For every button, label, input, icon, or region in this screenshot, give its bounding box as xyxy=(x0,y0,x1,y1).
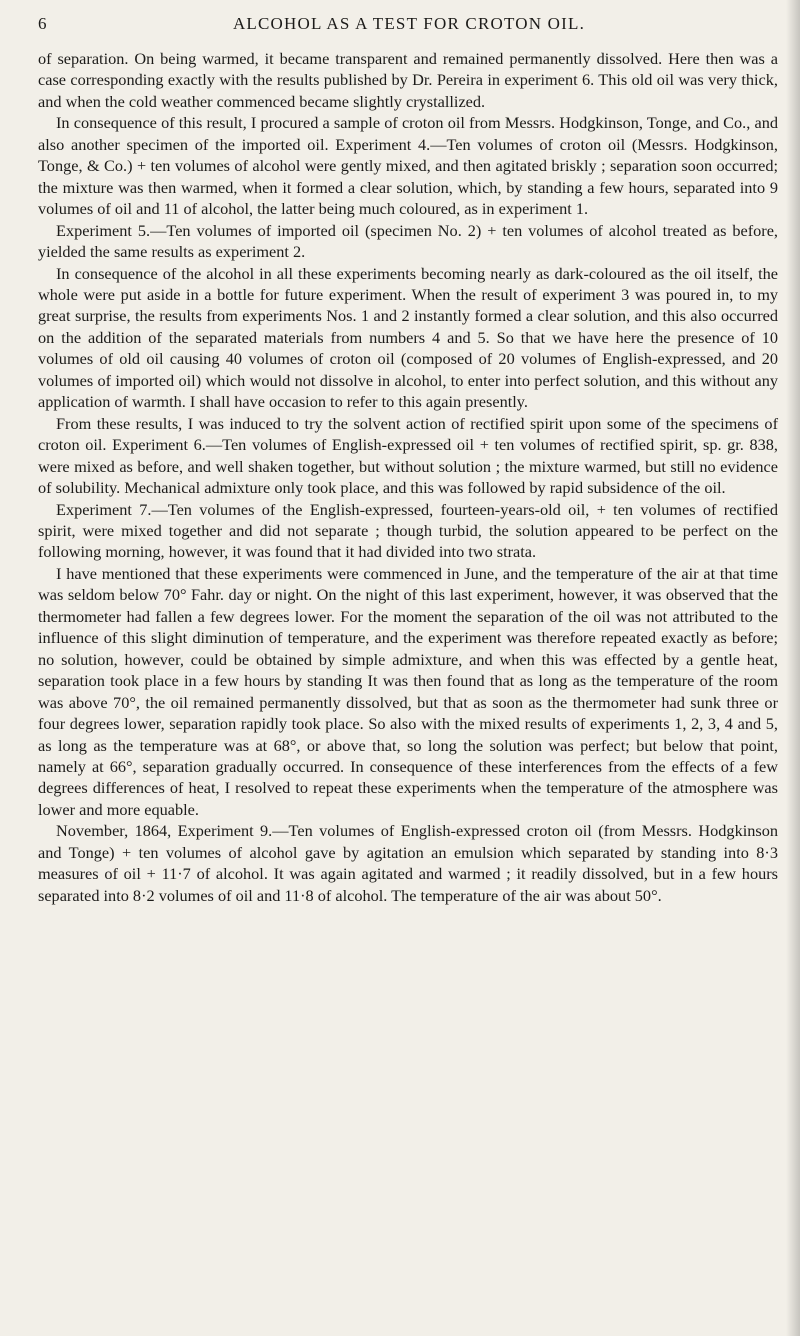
running-head: ALCOHOL AS A TEST FOR CROTON OIL. xyxy=(232,14,586,33)
text-body xyxy=(38,48,778,906)
paragraph: In consequence of the alcohol in all these experiments becoming nearly as dark-coloured as the oil itself, the whole were put aside in a bottle for future experiment. When the result of experiment 3 was poured in, to my great surprise, the results from experiments Nos. 1 and 2 instantly formed a clear solution, and this also occurred on the addition of the separated materials from numbers 4 and 5. So that we have here the presence of 10 volumes of old oil causing 40 volumes of croton oil (composed of 20 volumes of English-expressed, and 20 volumes of imported oil) which would not dissolve in alcohol, to enter into perfect solution, and this without any application of warmth. I shall have occasion to refer to this again presently. xyxy=(38,263,778,412)
page-number: 6 xyxy=(38,14,48,33)
paragraph: of separation. On being warmed, it became transparent and remained permanently dissolved. Here then was a case corresponding exactly with the results published by Dr. Pereira in experiment 6. This old oil was very thick, and when the cold weather commenced became slightly crystallized. xyxy=(38,49,778,111)
paragraph: I have mentioned that these experiments were commenced in June, and the temperature of the air at that time was seldom below 70° Fahr. day or night. On the night of this last experiment, however, it was observed that the thermometer had fallen a few degrees lower. For the moment the separation of the oil was not attributed to the influence of this slight diminution of temperature, and the experiment was therefore repeated exactly as before; no solution, however, could be obtained by simple admixture, and when this was effected by a gentle heat, separation took place in a few hours by standing It was then found that as long as the temperature of the room was above 70°, the oil remained permanently dissolved, but that as soon as the thermometer had sunk three or four degrees lower, separation rapidly took place. So also with the mixed results of experiments 1, 2, 3, 4 and 5, as long as the temperature was at 68°, or above that, so long the solution was perfect; but below that point, namely at 66°, separation gradually occurred. In consequence of these interferences from the effects of a few degrees differences of heat, I resolved to repeat these experiments when the temperature of the atmosphere was lower and more equable. xyxy=(38,563,778,819)
paragraph: In consequence of this result, I procured a sample of croton oil from Messrs. Hodgkinson, Tonge, and Co., and also another specimen of the imported oil. Experiment 4.—Ten volumes of croton oil (Messrs. Hodgkinson, Tonge, & Co.) + ten volumes of alcohol were gently mixed, and then agitated briskly ; separation soon occurred; the mixture was then warmed, when it formed a clear solution, which, by standing a few hours, separated into 9 volumes of oil and 11 of alcohol, the latter being much coloured, as in experiment 1. xyxy=(38,113,778,219)
paragraph: From these results, I was induced to try the solvent action of rectified spirit upon some of the specimens of croton oil. Experiment 6.—Ten volumes of English-expressed oil + ten volumes of rectified spirit, sp. gr. 838, were mixed as before, and well shaken together, but without solution ; the mixture warmed, but still no evidence of solubility. Mechanical admixture only took place, and this was followed by rapid subsidence of the oil. xyxy=(38,413,778,498)
paragraph: November, 1864, Experiment 9.—Ten volumes of English-expressed croton oil (from Messrs. Hodgkinson and Tonge) + ten volumes of alcohol gave by agitation an emulsion which separated by standing into 8·3 measures of oil + 11·7 of alcohol. It was again agitated and warmed ; it readily dissolved, but in a few hours separated into 8·2 volumes of oil and 11·8 of alcohol. The temperature of the air was about 50°. xyxy=(38,821,778,905)
paragraph: Experiment 7.—Ten volumes of the English-expressed, fourteen-years-old oil, + ten volumes of rectified spirit, were mixed together and did not separate ; though turbid, the solution appeared to be perfect on the following morning, however, it was found that it had divided into two strata. xyxy=(38,499,778,562)
page-header xyxy=(38,14,770,44)
paragraph: Experiment 5.—Ten volumes of imported oil (specimen No. 2) + ten volumes of alcohol treated as before, yielded the same results as experiment 2. xyxy=(38,220,778,262)
page-edge-shadow xyxy=(786,0,800,1336)
